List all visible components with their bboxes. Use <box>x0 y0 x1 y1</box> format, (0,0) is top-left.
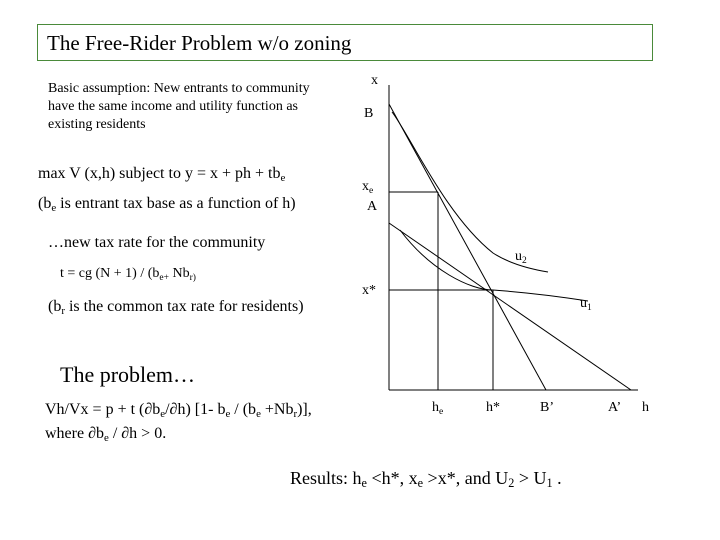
slide-title: The Free-Rider Problem w/o zoning <box>37 24 653 61</box>
x-axis-label: h <box>642 400 649 415</box>
maximization-problem: max V (x,h) subject to y = x + ph + $tb_e$ <box>38 165 286 184</box>
curve-label-u1: $u_1$ <box>580 296 592 313</box>
problem-heading: The problem… <box>60 362 196 387</box>
budget-line-aa <box>389 223 631 390</box>
y-axis-label: x <box>371 73 378 88</box>
mrs-condition-where: where $\partial b_e / \partial h > 0$. <box>45 425 167 444</box>
tax-rate-formula: t = cg $(N + 1) / (b_{e+}$ $Nb_{r)}$ <box>60 266 196 283</box>
point-label-aprime: A’ <box>608 400 622 415</box>
results-summary: Results: $h_e <h*$, $x_e >x*$, and $U_2 > U_1$ . <box>290 468 562 490</box>
curve-label-u2: $u_2$ <box>515 249 527 266</box>
entrant-tax-base-note: ($b_e$ is entrant tax base as a function of h) <box>38 195 296 214</box>
budget-line-bb <box>389 104 546 390</box>
basic-assumption: Basic assumption: New entrants to community have the same income and utility function as existing residents <box>48 81 310 132</box>
point-label-xe: $x_e$ <box>362 179 374 196</box>
common-tax-rate-note: ($b_r$ is the common tax rate for residents) <box>48 298 304 317</box>
point-label-b: B <box>364 106 374 121</box>
point-label-xstar: x* <box>362 283 376 298</box>
new-tax-rate-text: …new tax rate for the community <box>48 234 266 251</box>
point-label-hstar: h* <box>486 400 500 415</box>
point-label-he: $h_e$ <box>432 400 444 417</box>
point-label-a: A <box>367 199 378 214</box>
mrs-condition: Vh/Vx = p + t $(\partial b_e/\partial h)$ [1- $b_e / (b_e +Nb_r)$], <box>45 401 312 420</box>
point-label-bprime: B’ <box>540 400 554 415</box>
